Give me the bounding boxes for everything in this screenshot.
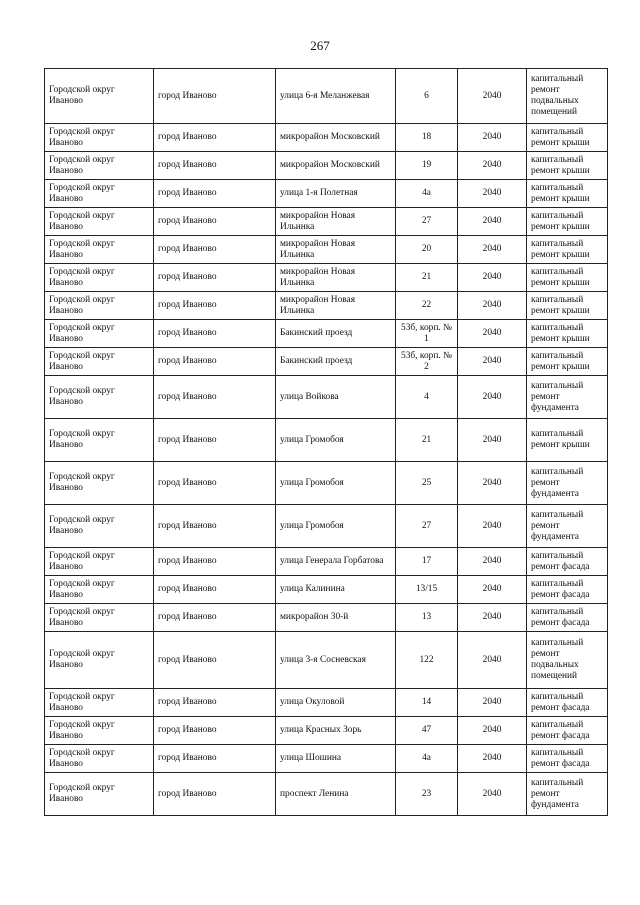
district-cell: Городской округ Иваново (45, 124, 154, 152)
house-number-cell: 19 (396, 152, 458, 180)
table-row (45, 180, 608, 208)
year-cell: 2040 (458, 236, 527, 264)
housing-repair-table (44, 68, 608, 816)
locality-cell: город Иваново (154, 208, 276, 236)
table-row (45, 745, 608, 773)
work-type-cell: капитальный ремонт крыши (527, 419, 608, 462)
district-cell: Городской округ Иваново (45, 208, 154, 236)
locality-cell: город Иваново (154, 689, 276, 717)
house-number-cell: 4а (396, 745, 458, 773)
locality-cell: город Иваново (154, 264, 276, 292)
work-type-cell: капитальный ремонт фундамента (527, 376, 608, 419)
table-row (45, 604, 608, 632)
work-type-cell: капитальный ремонт крыши (527, 180, 608, 208)
year-cell: 2040 (458, 689, 527, 717)
district-cell: Городской округ Иваново (45, 745, 154, 773)
street-cell: микрорайон Новая Ильинка (276, 292, 396, 320)
work-type-cell: капитальный ремонт крыши (527, 292, 608, 320)
table-row (45, 717, 608, 745)
street-cell: улица Окуловой (276, 689, 396, 717)
street-cell: проспект Ленина (276, 773, 396, 816)
work-type-cell: капитальный ремонт фундамента (527, 505, 608, 548)
street-cell: улица Громобоя (276, 462, 396, 505)
house-number-cell: 23 (396, 773, 458, 816)
house-number-cell: 27 (396, 505, 458, 548)
work-type-cell: капитальный ремонт фасада (527, 689, 608, 717)
district-cell: Городской округ Иваново (45, 419, 154, 462)
street-cell: улица Громобоя (276, 419, 396, 462)
year-cell: 2040 (458, 576, 527, 604)
table-row (45, 69, 608, 124)
year-cell: 2040 (458, 348, 527, 376)
work-type-cell: капитальный ремонт крыши (527, 124, 608, 152)
house-number-cell: 17 (396, 548, 458, 576)
table-row (45, 236, 608, 264)
locality-cell: город Иваново (154, 180, 276, 208)
street-cell: микрорайон Московский (276, 152, 396, 180)
locality-cell: город Иваново (154, 773, 276, 816)
locality-cell: город Иваново (154, 462, 276, 505)
district-cell: Городской округ Иваново (45, 505, 154, 548)
district-cell: Городской округ Иваново (45, 462, 154, 505)
table-row (45, 689, 608, 717)
district-cell: Городской округ Иваново (45, 180, 154, 208)
district-cell: Городской округ Иваново (45, 773, 154, 816)
house-number-cell: 6 (396, 69, 458, 124)
street-cell: микрорайон Новая Ильинка (276, 208, 396, 236)
locality-cell: город Иваново (154, 576, 276, 604)
year-cell: 2040 (458, 632, 527, 689)
table-row (45, 576, 608, 604)
street-cell: микрорайон Новая Ильинка (276, 264, 396, 292)
work-type-cell: капитальный ремонт крыши (527, 320, 608, 348)
work-type-cell: капитальный ремонт фасада (527, 604, 608, 632)
work-type-cell: капитальный ремонт крыши (527, 348, 608, 376)
work-type-cell: капитальный ремонт крыши (527, 236, 608, 264)
locality-cell: город Иваново (154, 152, 276, 180)
year-cell: 2040 (458, 604, 527, 632)
work-type-cell: капитальный ремонт фасада (527, 548, 608, 576)
house-number-cell: 18 (396, 124, 458, 152)
work-type-cell: капитальный ремонт фасада (527, 745, 608, 773)
street-cell: Бакинский проезд (276, 348, 396, 376)
work-type-cell: капитальный ремонт крыши (527, 208, 608, 236)
table-row (45, 773, 608, 816)
locality-cell: город Иваново (154, 745, 276, 773)
table-row (45, 124, 608, 152)
table-row (45, 152, 608, 180)
street-cell: микрорайон Новая Ильинка (276, 236, 396, 264)
district-cell: Городской округ Иваново (45, 576, 154, 604)
house-number-cell: 47 (396, 717, 458, 745)
house-number-cell: 14 (396, 689, 458, 717)
house-number-cell: 21 (396, 264, 458, 292)
street-cell: улица Красных Зорь (276, 717, 396, 745)
street-cell: улица Шошина (276, 745, 396, 773)
table-row (45, 292, 608, 320)
house-number-cell: 22 (396, 292, 458, 320)
street-cell: улица 6-я Меланжевая (276, 69, 396, 124)
locality-cell: город Иваново (154, 348, 276, 376)
work-type-cell: капитальный ремонт крыши (527, 264, 608, 292)
table-row (45, 462, 608, 505)
year-cell: 2040 (458, 264, 527, 292)
year-cell: 2040 (458, 208, 527, 236)
district-cell: Городской округ Иваново (45, 292, 154, 320)
table-row (45, 505, 608, 548)
house-number-cell: 4 (396, 376, 458, 419)
district-cell: Городской округ Иваново (45, 236, 154, 264)
locality-cell: город Иваново (154, 548, 276, 576)
table-row (45, 419, 608, 462)
house-number-cell: 27 (396, 208, 458, 236)
year-cell: 2040 (458, 717, 527, 745)
year-cell: 2040 (458, 69, 527, 124)
district-cell: Городской округ Иваново (45, 264, 154, 292)
street-cell: улица Войкова (276, 376, 396, 419)
table-row (45, 320, 608, 348)
year-cell: 2040 (458, 548, 527, 576)
table-row (45, 548, 608, 576)
district-cell: Городской округ Иваново (45, 548, 154, 576)
table-row (45, 376, 608, 419)
locality-cell: город Иваново (154, 236, 276, 264)
house-number-cell: 53б, корп. № 2 (396, 348, 458, 376)
work-type-cell: капитальный ремонт фундамента (527, 462, 608, 505)
year-cell: 2040 (458, 462, 527, 505)
district-cell: Городской округ Иваново (45, 604, 154, 632)
street-cell: микрорайон 30-й (276, 604, 396, 632)
table-row (45, 348, 608, 376)
district-cell: Городской округ Иваново (45, 689, 154, 717)
year-cell: 2040 (458, 505, 527, 548)
locality-cell: город Иваново (154, 376, 276, 419)
page-number: 267 (310, 38, 330, 53)
street-cell: улица 1-я Полетная (276, 180, 396, 208)
year-cell: 2040 (458, 320, 527, 348)
locality-cell: город Иваново (154, 632, 276, 689)
table-row (45, 208, 608, 236)
year-cell: 2040 (458, 180, 527, 208)
house-number-cell: 53б, корп. № 1 (396, 320, 458, 348)
table-row (45, 264, 608, 292)
work-type-cell: капитальный ремонт фундамента (527, 773, 608, 816)
locality-cell: город Иваново (154, 124, 276, 152)
year-cell: 2040 (458, 152, 527, 180)
district-cell: Городской округ Иваново (45, 69, 154, 124)
district-cell: Городской округ Иваново (45, 320, 154, 348)
work-type-cell: капитальный ремонт подвальных помещений (527, 632, 608, 689)
district-cell: Городской округ Иваново (45, 348, 154, 376)
year-cell: 2040 (458, 124, 527, 152)
house-number-cell: 21 (396, 419, 458, 462)
street-cell: Бакинский проезд (276, 320, 396, 348)
year-cell: 2040 (458, 773, 527, 816)
year-cell: 2040 (458, 292, 527, 320)
street-cell: улица Генерала Горбатова (276, 548, 396, 576)
house-number-cell: 20 (396, 236, 458, 264)
house-number-cell: 13/15 (396, 576, 458, 604)
locality-cell: город Иваново (154, 419, 276, 462)
house-number-cell: 4а (396, 180, 458, 208)
locality-cell: город Иваново (154, 505, 276, 548)
street-cell: улица 3-я Сосневская (276, 632, 396, 689)
district-cell: Городской округ Иваново (45, 717, 154, 745)
table-row (45, 632, 608, 689)
year-cell: 2040 (458, 376, 527, 419)
work-type-cell: капитальный ремонт фасада (527, 576, 608, 604)
locality-cell: город Иваново (154, 604, 276, 632)
year-cell: 2040 (458, 419, 527, 462)
district-cell: Городской округ Иваново (45, 632, 154, 689)
work-type-cell: капитальный ремонт крыши (527, 152, 608, 180)
year-cell: 2040 (458, 745, 527, 773)
house-number-cell: 122 (396, 632, 458, 689)
work-type-cell: капитальный ремонт фасада (527, 717, 608, 745)
house-number-cell: 13 (396, 604, 458, 632)
locality-cell: город Иваново (154, 69, 276, 124)
street-cell: улица Громобоя (276, 505, 396, 548)
district-cell: Городской округ Иваново (45, 152, 154, 180)
house-number-cell: 25 (396, 462, 458, 505)
street-cell: улица Калинина (276, 576, 396, 604)
district-cell: Городской округ Иваново (45, 376, 154, 419)
work-type-cell: капитальный ремонт подвальных помещений (527, 69, 608, 124)
locality-cell: город Иваново (154, 292, 276, 320)
street-cell: микрорайон Московский (276, 124, 396, 152)
locality-cell: город Иваново (154, 320, 276, 348)
locality-cell: город Иваново (154, 717, 276, 745)
